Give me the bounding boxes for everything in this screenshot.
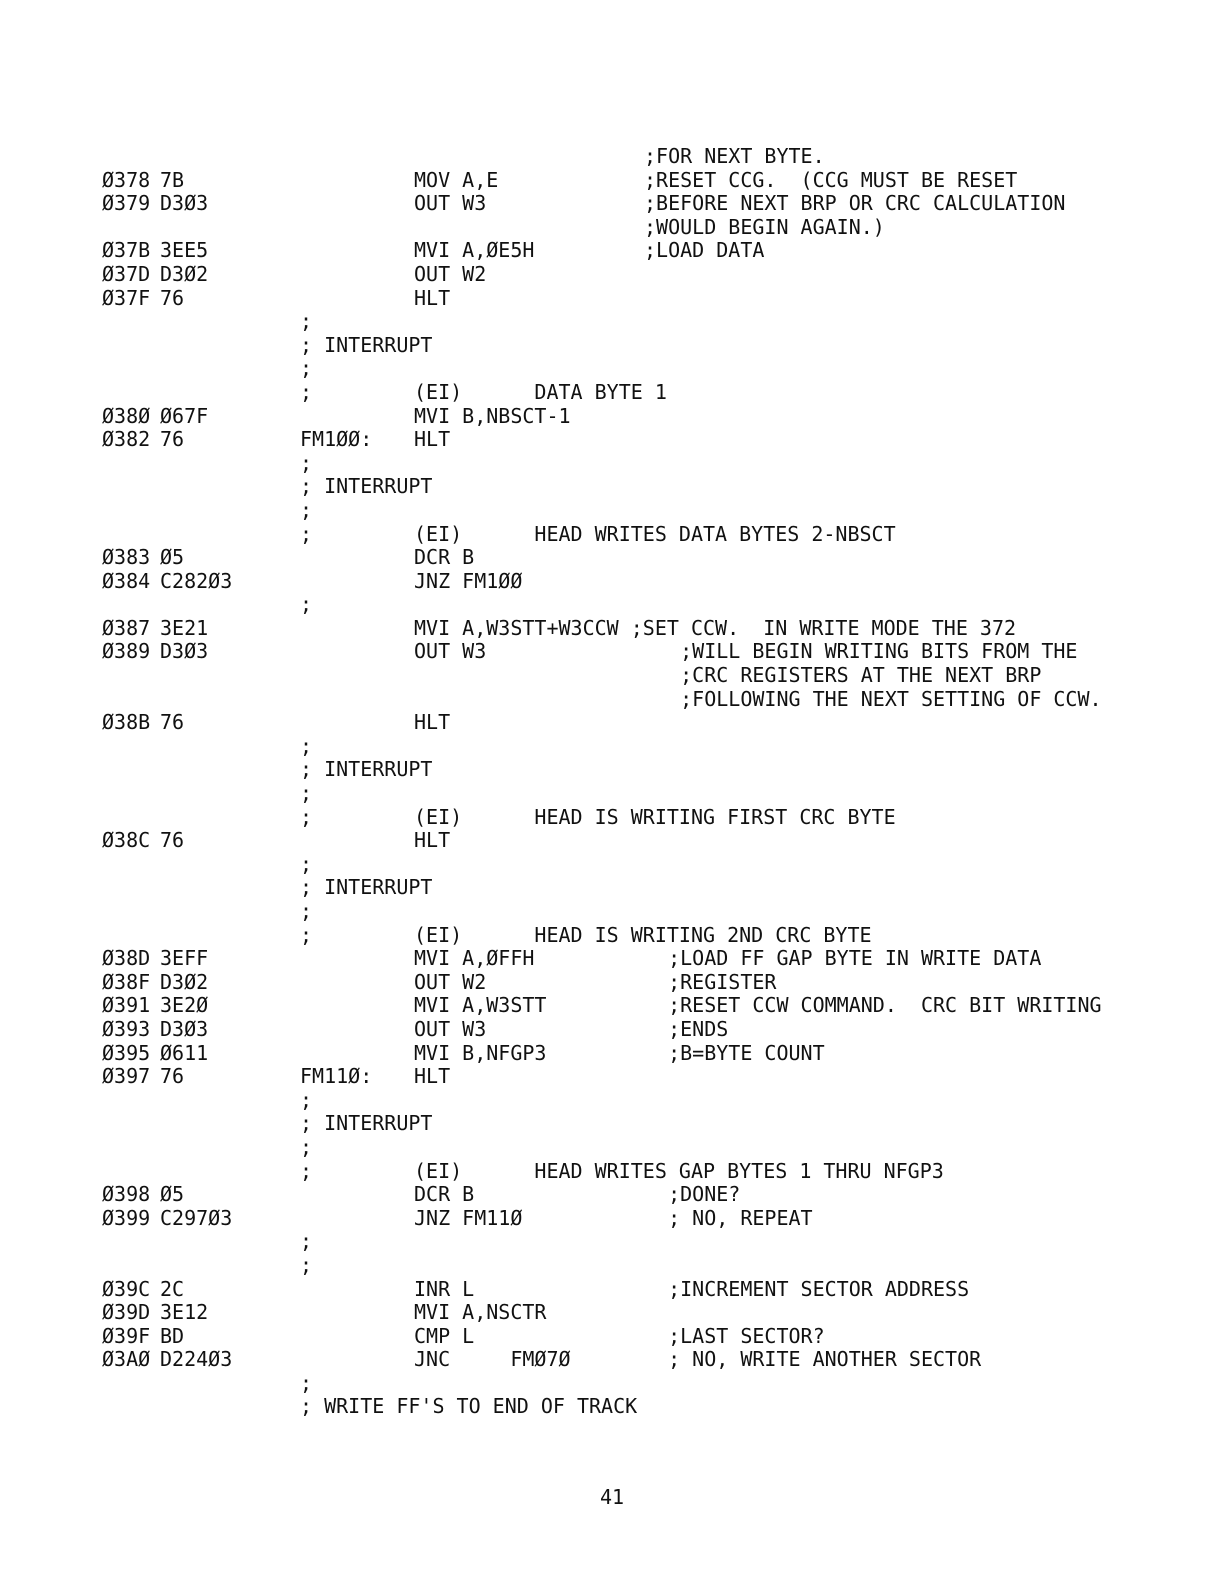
listing-line (102, 239, 1202, 263)
listing-line (102, 758, 1202, 782)
listing-line (102, 1348, 1202, 1372)
listing-line (102, 1136, 1202, 1160)
listing-line (102, 806, 1202, 830)
comment: ;WOULD BEGIN AGAIN.) (644, 214, 885, 239)
listing-line (102, 169, 1202, 193)
listing-line (102, 499, 1202, 523)
label: ; (300, 497, 313, 522)
assembly-listing (102, 145, 1202, 1419)
page-number: 41 (599, 1485, 625, 1509)
object-code: D3Ø3 (160, 639, 209, 664)
label: ; INTERRUPT (300, 757, 433, 782)
instruction: OUT W3 (414, 191, 487, 216)
listing-line (102, 664, 1202, 688)
object-code: 3E2Ø (160, 993, 209, 1018)
comment: ;FOLLOWING THE NEXT SETTING OF CCW. (644, 686, 1102, 711)
label: FM11Ø: (300, 1064, 373, 1089)
instruction: OUT W3 (414, 639, 487, 664)
label: ; INTERRUPT (300, 1111, 433, 1136)
instruction: MVI B,NFGP3 (414, 1040, 547, 1065)
listing-line (102, 971, 1202, 995)
address: Ø38B (102, 710, 151, 735)
listing-line (102, 570, 1202, 594)
listing-line (102, 192, 1202, 216)
comment: ;REGISTER (644, 969, 777, 994)
label: ; (300, 1087, 313, 1112)
listing-line (102, 475, 1202, 499)
listing-line (102, 829, 1202, 853)
instruction: JNC FMØ7Ø (414, 1347, 571, 1372)
instruction: HLT (414, 427, 451, 452)
object-code: 2C (160, 1276, 185, 1301)
address: Ø379 (102, 191, 151, 216)
label: ; (300, 733, 313, 758)
listing-line (102, 994, 1202, 1018)
label: ; (300, 1252, 313, 1277)
comment: ;LOAD DATA (644, 238, 765, 263)
label: ; (300, 899, 313, 923)
listing-line (102, 782, 1202, 806)
instruction: DCR B (414, 545, 475, 570)
label: ; (300, 450, 313, 475)
instruction: OUT W3 (414, 1016, 487, 1041)
comment: ;LOAD FF GAP BYTE IN WRITE DATA (644, 946, 1042, 971)
label: ; INTERRUPT (300, 875, 433, 900)
listing-line (102, 145, 1202, 169)
label: ; (300, 1229, 313, 1254)
object-code: D3Ø2 (160, 261, 209, 286)
label: ; (300, 356, 313, 381)
label: ; WRITE FF'S TO END OF TRACK (300, 1394, 638, 1419)
listing-line (102, 1207, 1202, 1231)
listing-line (102, 1230, 1202, 1254)
object-code: C297Ø3 (160, 1205, 233, 1230)
address: Ø39F (102, 1323, 151, 1348)
comment: ;RESET CCG. (CCG MUST BE RESET (644, 167, 1018, 192)
address: Ø39D (102, 1300, 151, 1325)
address: Ø391 (102, 993, 151, 1018)
listing-line (102, 924, 1202, 948)
instruction: CMP L (414, 1323, 475, 1348)
instruction: MVI A,ØFFH (414, 946, 535, 971)
instruction: (EI) HEAD IS WRITING 2ND CRC BYTE (414, 922, 872, 947)
instruction: (EI) HEAD WRITES DATA BYTES 2-NBSCT (414, 521, 896, 546)
address: Ø37D (102, 261, 151, 286)
address: Ø384 (102, 568, 151, 593)
label: ; (300, 309, 313, 334)
listing-line (102, 1160, 1202, 1184)
listing-line (102, 1372, 1202, 1396)
address: Ø397 (102, 1064, 151, 1089)
listing-line (102, 711, 1202, 735)
instruction: JNZ FM1ØØ (414, 568, 523, 593)
listing-line (102, 876, 1202, 900)
address: Ø3AØ (102, 1347, 151, 1372)
object-code: 76 (160, 427, 185, 452)
listing-line (102, 617, 1202, 641)
instruction: HLT (414, 828, 451, 853)
listing-line (102, 1301, 1202, 1325)
label: ; (300, 781, 313, 806)
listing-line (102, 900, 1202, 924)
address: Ø389 (102, 639, 151, 664)
object-code: Ø67F (160, 403, 209, 428)
comment: ;ENDS (644, 1016, 729, 1041)
instruction: MVI A,W3STT+W3CCW ;SET CCW. IN WRITE MODE THE 372 (414, 615, 1017, 640)
listing-line (102, 593, 1202, 617)
object-code: 3E21 (160, 615, 209, 640)
comment: ;INCREMENT SECTOR ADDRESS (644, 1276, 970, 1301)
instruction: HLT (414, 285, 451, 310)
address: Ø378 (102, 167, 151, 192)
label: FM1ØØ: (300, 427, 373, 452)
label: ; (300, 851, 313, 876)
listing-line (102, 1183, 1202, 1207)
address: Ø38Ø (102, 403, 151, 428)
label: ; (300, 521, 313, 546)
comment: ; NO, WRITE ANOTHER SECTOR (644, 1347, 982, 1372)
listing-line (102, 523, 1202, 547)
instruction: HLT (414, 710, 451, 735)
comment: ;CRC REGISTERS AT THE NEXT BRP (644, 663, 1042, 688)
comment: ;WILL BEGIN WRITING BITS FROM THE (644, 639, 1078, 664)
address: Ø395 (102, 1040, 151, 1065)
object-code: D3Ø3 (160, 191, 209, 216)
comment: ;LAST SECTOR? (644, 1323, 825, 1348)
object-code: D224Ø3 (160, 1347, 233, 1372)
label: ; (300, 922, 313, 947)
address: Ø39C (102, 1276, 151, 1301)
instruction: MVI B,NBSCT-1 (414, 403, 571, 428)
label: ; (300, 1370, 313, 1395)
instruction: (EI) HEAD IS WRITING FIRST CRC BYTE (414, 804, 896, 829)
object-code: Ø5 (160, 1182, 185, 1207)
comment: ;DONE? (644, 1182, 741, 1207)
listing-line (102, 640, 1202, 664)
comment: ;BEFORE NEXT BRP OR CRC CALCULATION (644, 191, 1066, 216)
instruction: (EI) DATA BYTE 1 (414, 379, 667, 404)
instruction: MVI A,ØE5H (414, 238, 535, 263)
object-code: 76 (160, 828, 185, 853)
address: Ø399 (102, 1205, 151, 1230)
comment: ;FOR NEXT BYTE. (644, 144, 825, 168)
listing-line (102, 334, 1202, 358)
object-code: Ø611 (160, 1040, 209, 1065)
listing-line (102, 1089, 1202, 1113)
label: ; (300, 592, 313, 617)
listing-line (102, 1325, 1202, 1349)
instruction: OUT W2 (414, 969, 487, 994)
object-code: BD (160, 1323, 185, 1348)
listing-line (102, 428, 1202, 452)
comment: ; NO, REPEAT (644, 1205, 813, 1230)
object-code: Ø5 (160, 545, 185, 570)
listing-line (102, 1065, 1202, 1089)
listing-line (102, 546, 1202, 570)
label: ; (300, 379, 313, 404)
label: ; INTERRUPT (300, 474, 433, 499)
address: Ø37B (102, 238, 151, 263)
instruction: JNZ FM11Ø (414, 1205, 523, 1230)
listing-line (102, 452, 1202, 476)
listing-line (102, 405, 1202, 429)
listing-line (102, 357, 1202, 381)
listing-line (102, 1278, 1202, 1302)
object-code: 76 (160, 285, 185, 310)
listing-line (102, 1112, 1202, 1136)
instruction: MVI A,NSCTR (414, 1300, 547, 1325)
instruction: INR L (414, 1276, 475, 1301)
object-code: 3E12 (160, 1300, 209, 1325)
listing-line (102, 688, 1202, 712)
instruction: OUT W2 (414, 261, 487, 286)
label: ; INTERRUPT (300, 332, 433, 357)
address: Ø382 (102, 427, 151, 452)
listing-line (102, 1018, 1202, 1042)
label: ; (300, 1158, 313, 1183)
listing-line (102, 216, 1202, 240)
object-code: C282Ø3 (160, 568, 233, 593)
listing-line (102, 1042, 1202, 1066)
object-code: 3EE5 (160, 238, 209, 263)
address: Ø393 (102, 1016, 151, 1041)
object-code: 76 (160, 710, 185, 735)
object-code: 76 (160, 1064, 185, 1089)
instruction: HLT (414, 1064, 451, 1089)
listing-line (102, 263, 1202, 287)
listing-line (102, 735, 1202, 759)
listing-line (102, 381, 1202, 405)
listing-line (102, 287, 1202, 311)
address: Ø383 (102, 545, 151, 570)
object-code: D3Ø2 (160, 969, 209, 994)
instruction: (EI) HEAD WRITES GAP BYTES 1 THRU NFGP3 (414, 1158, 944, 1183)
listing-line (102, 310, 1202, 334)
label: ; (300, 804, 313, 829)
address: Ø38D (102, 946, 151, 971)
object-code: 7B (160, 167, 185, 192)
address: Ø387 (102, 615, 151, 640)
address: Ø38F (102, 969, 151, 994)
comment: ;RESET CCW COMMAND. CRC BIT WRITING (644, 993, 1102, 1018)
address: Ø38C (102, 828, 151, 853)
label: ; (300, 1134, 313, 1159)
address: Ø37F (102, 285, 151, 310)
listing-line (102, 1395, 1202, 1419)
address: Ø398 (102, 1182, 151, 1207)
comment: ;B=BYTE COUNT (644, 1040, 825, 1065)
instruction: MVI A,W3STT (414, 993, 547, 1018)
listing-line (102, 1254, 1202, 1278)
instruction: MOV A,E (414, 167, 499, 192)
instruction: DCR B (414, 1182, 475, 1207)
listing-line (102, 947, 1202, 971)
listing-line (102, 853, 1202, 877)
object-code: D3Ø3 (160, 1016, 209, 1041)
object-code: 3EFF (160, 946, 209, 971)
